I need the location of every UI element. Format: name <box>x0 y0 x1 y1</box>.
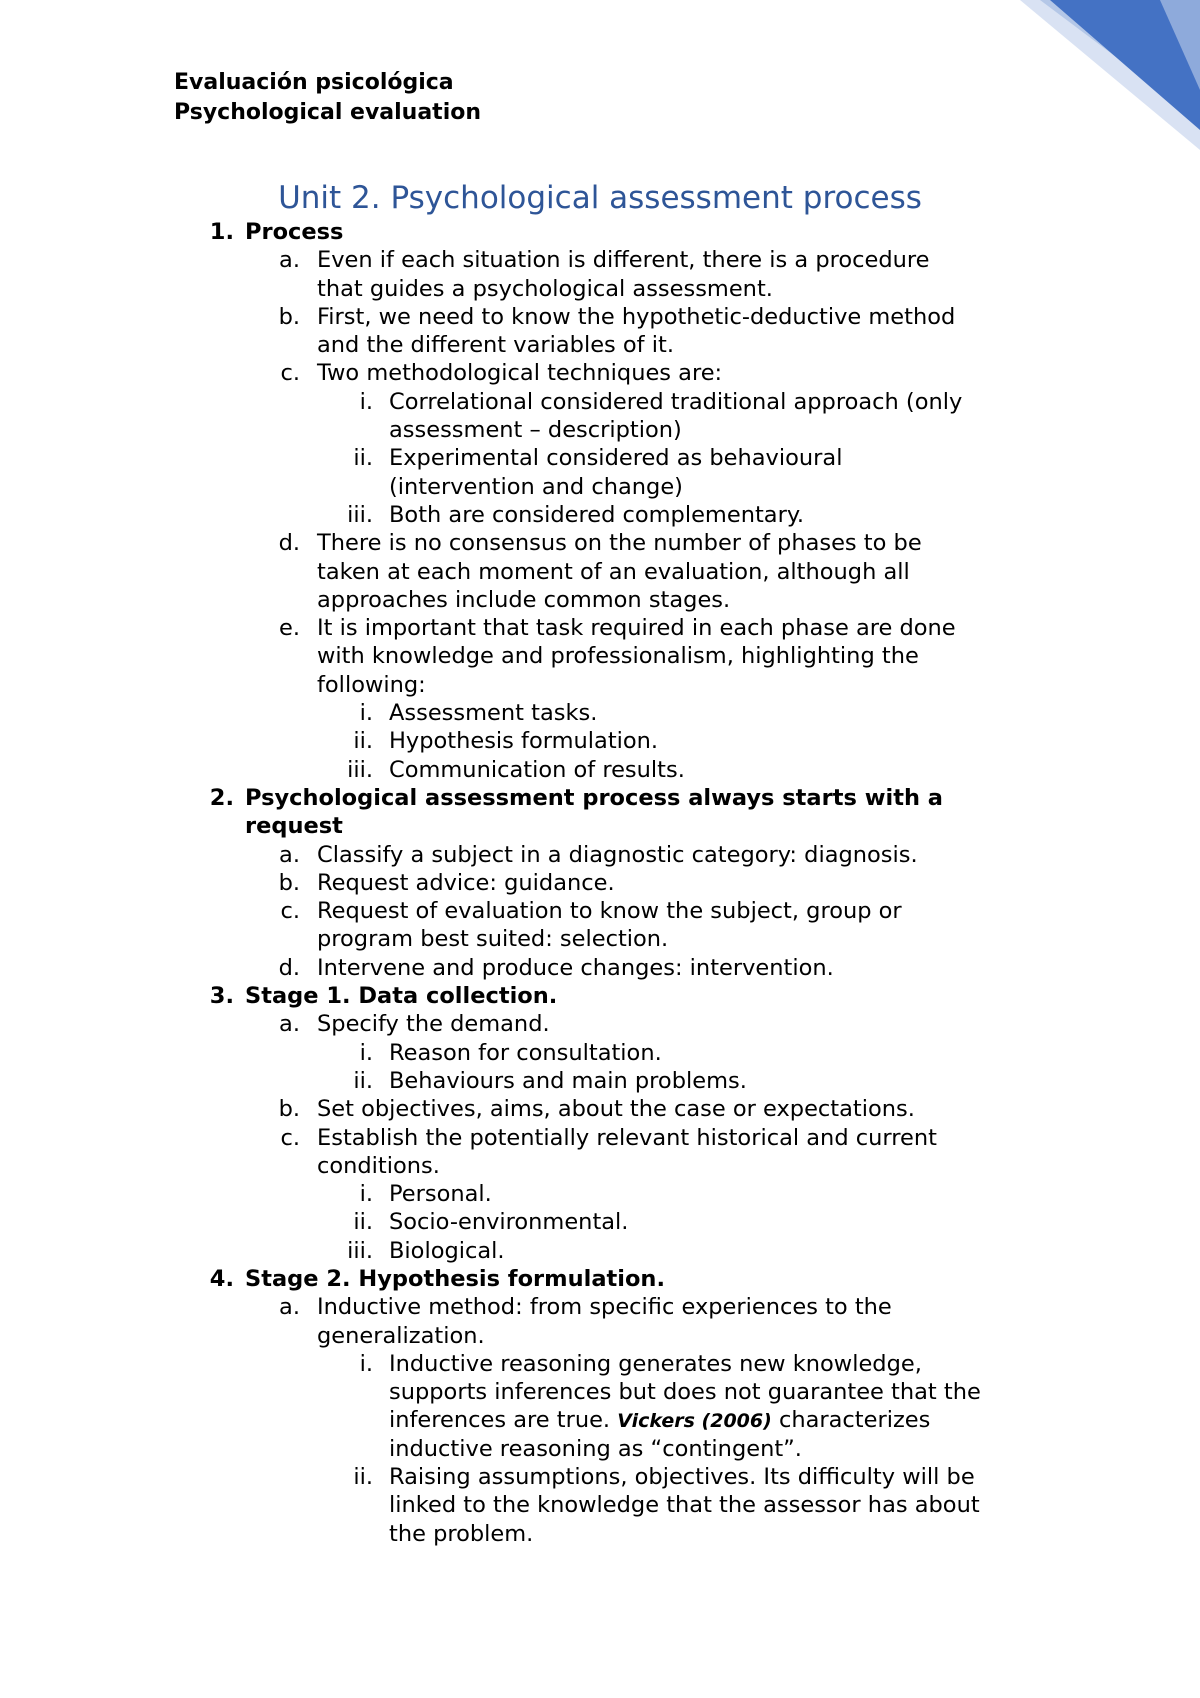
outline-line <box>0 359 1200 387</box>
outline-line <box>0 1124 1200 1152</box>
list-marker: b. <box>278 1096 300 1123</box>
outline-line <box>0 1095 1200 1123</box>
list-item-text: Stage 1. Data collection. <box>245 983 558 1010</box>
list-item-text: (intervention and change) <box>389 473 683 500</box>
outline-line <box>0 1350 1200 1378</box>
outline-line <box>0 1378 1200 1406</box>
list-item-text: Both are considered complementary. <box>389 501 805 528</box>
outline-line <box>0 841 1200 869</box>
header-title-english: Psychological evaluation <box>174 100 482 125</box>
list-item-text: inferences are true. Vickers (2006) characterizes <box>389 1407 931 1434</box>
list-item-text: Establish the potentially relevant historical and current <box>317 1124 937 1151</box>
list-marker: i. <box>359 700 373 727</box>
list-item-text: Personal. <box>389 1181 492 1208</box>
outline-line <box>0 1406 1200 1434</box>
list-marker: a. <box>279 841 300 868</box>
list-item-text: approaches include common stages. <box>317 586 731 613</box>
list-marker: e. <box>279 615 300 642</box>
list-item-text: supports inferences but does not guarantee that the <box>389 1379 981 1406</box>
list-marker: i. <box>359 1039 373 1066</box>
list-item-text: Process <box>245 219 344 245</box>
outline-line <box>0 501 1200 529</box>
outline-line <box>0 1322 1200 1350</box>
outline-line <box>0 756 1200 784</box>
list-item-text: taken at each moment of an evaluation, although all <box>317 558 910 585</box>
list-item-text: assessment – description) <box>389 417 682 444</box>
outline-line <box>0 614 1200 642</box>
list-item-text: Behaviours and main problems. <box>389 1067 747 1094</box>
outline-line <box>0 1463 1200 1491</box>
list-marker: i. <box>359 1181 373 1208</box>
unit-title: Unit 2. Psychological assessment process <box>278 180 922 216</box>
outline-line <box>0 246 1200 274</box>
list-marker: b. <box>278 869 300 896</box>
list-item-text: following: <box>317 671 426 698</box>
outline-line <box>0 671 1200 699</box>
list-item-text: Raising assumptions, objectives. Its difficulty will be <box>389 1464 975 1491</box>
list-item-text: Intervene and produce changes: intervention. <box>317 954 834 981</box>
list-item-text: with knowledge and professionalism, highlighting the <box>317 643 919 670</box>
list-item-text: conditions. <box>317 1152 440 1179</box>
list-item-text: Psychological assessment process always starts with a <box>245 784 943 811</box>
list-marker: ii. <box>353 1464 373 1491</box>
list-marker: iii. <box>347 1237 373 1264</box>
list-marker: iii. <box>347 501 373 528</box>
list-marker: 2. <box>209 784 234 811</box>
outline-list <box>0 218 1200 1548</box>
list-item-text: program best suited: selection. <box>317 926 669 953</box>
list-marker: a. <box>279 1294 300 1321</box>
outline-line <box>0 1208 1200 1236</box>
list-item-text: Specify the demand. <box>317 1011 550 1038</box>
list-marker: b. <box>278 303 300 330</box>
list-item-text: request <box>245 813 343 840</box>
list-marker: i. <box>359 388 373 415</box>
document-header <box>174 68 481 128</box>
list-item-text: Inductive method: from specific experiences to the <box>317 1294 892 1321</box>
list-item-text: Two methodological techniques are: <box>317 360 723 387</box>
list-marker: 3. <box>209 983 234 1010</box>
outline-line <box>0 925 1200 953</box>
outline-line <box>0 784 1200 812</box>
list-item-text: Hypothesis formulation. <box>389 728 659 755</box>
list-item-text: Communication of results. <box>389 756 685 783</box>
outline-line <box>0 954 1200 982</box>
list-item-text: There is no consensus on the number of phases to be <box>317 530 922 557</box>
list-item-text: that guides a psychological assessment. <box>317 275 773 302</box>
citation: Vickers (2006) <box>617 1410 772 1433</box>
list-item-text: Reason for consultation. <box>389 1039 662 1066</box>
list-item-text: generalization. <box>317 1322 485 1349</box>
list-item-text: Assessment tasks. <box>389 700 598 727</box>
list-item-text: Inductive reasoning generates new knowledge, <box>389 1350 922 1377</box>
list-item-text: Set objectives, aims, about the case or expectations. <box>317 1096 915 1123</box>
outline-line <box>0 1491 1200 1519</box>
outline-line <box>0 727 1200 755</box>
list-marker: c. <box>280 898 300 925</box>
outline-line <box>0 558 1200 586</box>
list-item-text: Correlational considered traditional approach (only <box>389 388 963 415</box>
outline-line <box>0 388 1200 416</box>
list-marker: 4. <box>209 1265 234 1292</box>
list-marker: 1. <box>209 219 234 245</box>
list-item-text: It is important that task required in each phase are done <box>317 615 956 642</box>
list-item-text: inductive reasoning as “contingent”. <box>389 1435 802 1462</box>
outline-line <box>0 529 1200 557</box>
outline-line <box>0 331 1200 359</box>
outline-line <box>0 699 1200 727</box>
outline-line <box>0 586 1200 614</box>
list-marker: iii. <box>347 756 373 783</box>
outline-line <box>0 1039 1200 1067</box>
outline-line <box>0 303 1200 331</box>
outline-line <box>0 897 1200 925</box>
outline-line <box>0 1010 1200 1038</box>
outline-line <box>0 1180 1200 1208</box>
outline-line <box>0 1520 1200 1548</box>
list-marker: a. <box>279 247 300 274</box>
list-item-text: Biological. <box>389 1237 505 1264</box>
list-item-text: Stage 2. Hypothesis formulation. <box>245 1265 665 1292</box>
outline-line <box>0 1265 1200 1293</box>
list-marker: ii. <box>353 1209 373 1236</box>
list-item-text: Experimental considered as behavioural <box>389 445 843 472</box>
list-marker: c. <box>280 360 300 387</box>
list-item-text: linked to the knowledge that the assessor has about <box>389 1492 980 1519</box>
outline-line <box>0 812 1200 840</box>
outline-line <box>0 416 1200 444</box>
outline-line <box>0 869 1200 897</box>
list-item-text: the problem. <box>389 1520 534 1547</box>
outline-line <box>0 982 1200 1010</box>
outline-line <box>0 444 1200 472</box>
list-item-text: Classify a subject in a diagnostic category: diagnosis. <box>317 841 918 868</box>
list-marker: a. <box>279 1011 300 1038</box>
list-marker: d. <box>278 530 300 557</box>
outline-line <box>0 1435 1200 1463</box>
list-item-text: Socio-environmental. <box>389 1209 629 1236</box>
list-marker: d. <box>278 954 300 981</box>
corner-decoration <box>1020 0 1200 150</box>
list-item-text: and the different variables of it. <box>317 332 674 359</box>
list-item-text: Even if each situation is different, there is a procedure <box>317 247 930 274</box>
outline-line <box>0 473 1200 501</box>
list-marker: c. <box>280 1124 300 1151</box>
list-marker: ii. <box>353 728 373 755</box>
list-marker: ii. <box>353 445 373 472</box>
list-marker: i. <box>359 1350 373 1377</box>
list-item-text: Request advice: guidance. <box>317 869 615 896</box>
list-item-text: First, we need to know the hypothetic-deductive method <box>317 303 956 330</box>
outline-line <box>0 1293 1200 1321</box>
outline-line <box>0 1152 1200 1180</box>
outline-line <box>0 218 1200 246</box>
list-marker: ii. <box>353 1067 373 1094</box>
header-title-spanish: Evaluación psicológica <box>174 70 454 95</box>
outline-line <box>0 275 1200 303</box>
outline-line <box>0 642 1200 670</box>
outline-line <box>0 1237 1200 1265</box>
outline-line <box>0 1067 1200 1095</box>
list-item-text: Request of evaluation to know the subject, group or <box>317 898 902 925</box>
